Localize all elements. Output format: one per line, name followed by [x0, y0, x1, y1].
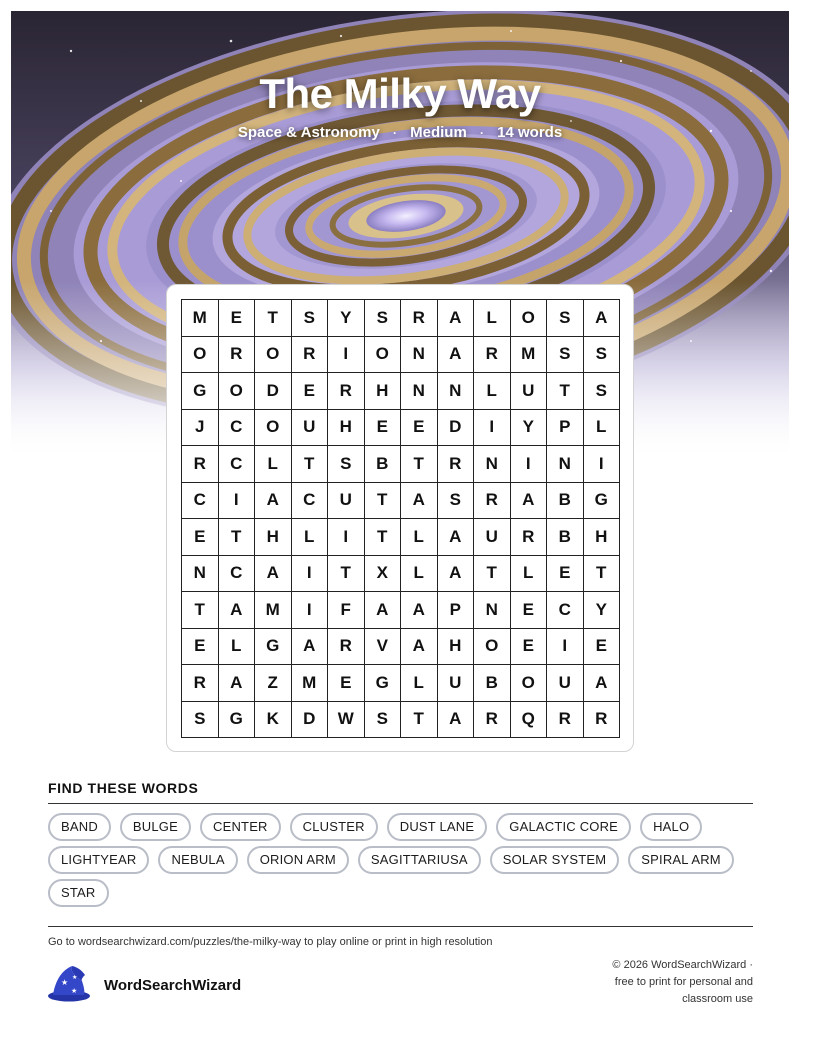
grid-cell: R — [292, 337, 329, 374]
word-chips — [48, 813, 753, 907]
grid-cell: S — [292, 300, 329, 337]
grid-cell: A — [438, 337, 475, 374]
page-title: The Milky Way — [259, 70, 541, 117]
grid-cell: E — [292, 373, 329, 410]
grid-cell: R — [219, 337, 256, 374]
grid-cell: T — [255, 300, 292, 337]
grid-cell: N — [401, 337, 438, 374]
grid-cell: M — [292, 665, 329, 702]
grid-cell: G — [255, 629, 292, 666]
grid-cell: A — [438, 519, 475, 556]
grid-cell: B — [547, 483, 584, 520]
word-chip: SOLAR SYSTEM — [490, 846, 620, 874]
grid-cell: I — [511, 446, 548, 483]
grid-cell: L — [474, 300, 511, 337]
grid-cell: E — [219, 300, 256, 337]
word-list-section — [48, 780, 753, 907]
grid-cell: L — [219, 629, 256, 666]
grid-cell: B — [547, 519, 584, 556]
grid-cell: V — [365, 629, 402, 666]
grid-cell: N — [401, 373, 438, 410]
grid-cell: T — [474, 556, 511, 593]
copyright-notice — [583, 957, 753, 1008]
divider — [48, 926, 753, 927]
grid-cell: X — [365, 556, 402, 593]
grid-cell: A — [401, 629, 438, 666]
grid-cell: A — [438, 556, 475, 593]
svg-text:★: ★ — [71, 987, 78, 995]
grid-cell: A — [511, 483, 548, 520]
grid-cell: M — [255, 592, 292, 629]
grid-cell: I — [547, 629, 584, 666]
grid-cell: S — [438, 483, 475, 520]
grid-cell: R — [328, 629, 365, 666]
grid-cell: N — [438, 373, 475, 410]
grid-cell: O — [255, 410, 292, 447]
grid-cell: N — [182, 556, 219, 593]
grid-cell: I — [328, 519, 365, 556]
grid-cell: R — [182, 665, 219, 702]
grid-cell: T — [401, 446, 438, 483]
letter-grid — [181, 299, 620, 738]
grid-cell: A — [584, 300, 621, 337]
grid-cell: J — [182, 410, 219, 447]
grid-cell: I — [474, 410, 511, 447]
grid-cell: T — [219, 519, 256, 556]
grid-cell: R — [584, 702, 621, 739]
grid-cell: T — [547, 373, 584, 410]
grid-cell: C — [219, 446, 256, 483]
word-chip: ORION ARM — [247, 846, 349, 874]
grid-cell: S — [547, 337, 584, 374]
grid-cell: T — [328, 556, 365, 593]
grid-cell: S — [365, 300, 402, 337]
grid-cell: L — [401, 665, 438, 702]
grid-cell: L — [401, 519, 438, 556]
grid-cell: R — [511, 519, 548, 556]
grid-cell: Z — [255, 665, 292, 702]
puzzle-card — [166, 284, 634, 752]
puzzle-meta — [11, 124, 789, 141]
word-chip: CENTER — [200, 813, 281, 841]
grid-cell: A — [219, 592, 256, 629]
word-list-heading: FIND THESE WORDS — [48, 780, 753, 804]
grid-cell: A — [438, 300, 475, 337]
grid-cell: B — [365, 446, 402, 483]
grid-cell: O — [255, 337, 292, 374]
grid-cell: I — [292, 556, 329, 593]
grid-cell: C — [219, 410, 256, 447]
grid-cell: A — [401, 483, 438, 520]
grid-cell: L — [584, 410, 621, 447]
grid-cell: L — [474, 373, 511, 410]
grid-cell: U — [547, 665, 584, 702]
grid-cell: G — [219, 702, 256, 739]
copyright-line: © 2026 WordSearchWizard · — [612, 959, 753, 971]
difficulty-label: Medium — [410, 124, 467, 141]
grid-cell: D — [255, 373, 292, 410]
word-chip: SAGITTARIUSA — [358, 846, 481, 874]
grid-cell: C — [292, 483, 329, 520]
word-chip: BAND — [48, 813, 111, 841]
grid-cell: O — [182, 337, 219, 374]
grid-cell: S — [584, 337, 621, 374]
grid-cell: O — [474, 629, 511, 666]
grid-cell: E — [401, 410, 438, 447]
grid-cell: L — [292, 519, 329, 556]
grid-cell: T — [365, 519, 402, 556]
grid-cell: G — [182, 373, 219, 410]
grid-cell: Y — [584, 592, 621, 629]
grid-cell: R — [401, 300, 438, 337]
grid-cell: N — [547, 446, 584, 483]
grid-cell: G — [584, 483, 621, 520]
word-chip: STAR — [48, 879, 109, 907]
grid-cell: C — [547, 592, 584, 629]
header — [11, 70, 789, 141]
grid-cell: H — [584, 519, 621, 556]
svg-text:★: ★ — [72, 974, 78, 981]
brand-name: WordSearchWizard — [104, 977, 242, 994]
word-chip: BULGE — [120, 813, 191, 841]
brand — [46, 963, 241, 1008]
grid-cell: P — [547, 410, 584, 447]
grid-cell: F — [328, 592, 365, 629]
grid-cell: H — [255, 519, 292, 556]
grid-cell: U — [292, 410, 329, 447]
grid-cell: L — [255, 446, 292, 483]
grid-cell: P — [438, 592, 475, 629]
grid-cell: E — [328, 665, 365, 702]
grid-cell: M — [511, 337, 548, 374]
grid-cell: S — [584, 373, 621, 410]
word-chip: HALO — [640, 813, 702, 841]
grid-cell: E — [547, 556, 584, 593]
grid-cell: H — [328, 410, 365, 447]
word-chip: DUST LANE — [387, 813, 488, 841]
grid-cell: U — [438, 665, 475, 702]
grid-cell: R — [474, 337, 511, 374]
grid-cell: S — [328, 446, 365, 483]
grid-cell: I — [328, 337, 365, 374]
category-label: Space & Astronomy — [237, 124, 380, 141]
grid-cell: H — [365, 373, 402, 410]
grid-cell: I — [219, 483, 256, 520]
grid-cell: O — [219, 373, 256, 410]
grid-cell: A — [584, 665, 621, 702]
grid-cell: T — [365, 483, 402, 520]
grid-cell: E — [584, 629, 621, 666]
grid-cell: T — [292, 446, 329, 483]
grid-cell: N — [474, 592, 511, 629]
grid-cell: E — [182, 629, 219, 666]
grid-cell: S — [365, 702, 402, 739]
grid-cell: O — [511, 300, 548, 337]
grid-cell: D — [292, 702, 329, 739]
grid-cell: I — [584, 446, 621, 483]
grid-cell: S — [547, 300, 584, 337]
grid-cell: Q — [511, 702, 548, 739]
copyright-line: free to print for personal and — [614, 976, 753, 988]
grid-cell: E — [365, 410, 402, 447]
grid-cell: C — [219, 556, 256, 593]
word-chip: CLUSTER — [290, 813, 378, 841]
grid-cell: M — [182, 300, 219, 337]
grid-cell: E — [511, 629, 548, 666]
grid-cell: Y — [511, 410, 548, 447]
grid-cell: T — [584, 556, 621, 593]
meta-separator: · — [392, 126, 397, 140]
grid-cell: Y — [328, 300, 365, 337]
grid-cell: T — [401, 702, 438, 739]
grid-cell: O — [511, 665, 548, 702]
grid-cell: E — [182, 519, 219, 556]
word-chip: GALACTIC CORE — [496, 813, 631, 841]
grid-cell: B — [474, 665, 511, 702]
play-online-text: Go to wordsearchwizard.com/puzzles/the-milky-way to play online or print in high resolution — [48, 936, 493, 948]
word-chip: SPIRAL ARM — [628, 846, 734, 874]
word-count-label: 14 words — [497, 124, 563, 141]
svg-text:★: ★ — [61, 978, 69, 987]
word-chip: LIGHTYEAR — [48, 846, 149, 874]
grid-cell: R — [474, 483, 511, 520]
grid-cell: S — [182, 702, 219, 739]
grid-cell: A — [292, 629, 329, 666]
grid-cell: A — [401, 592, 438, 629]
grid-cell: U — [474, 519, 511, 556]
grid-cell: O — [365, 337, 402, 374]
word-chip: NEBULA — [158, 846, 237, 874]
grid-cell: C — [182, 483, 219, 520]
grid-cell: R — [328, 373, 365, 410]
grid-cell: E — [511, 592, 548, 629]
meta-separator: · — [479, 126, 484, 140]
grid-cell: L — [511, 556, 548, 593]
grid-cell: U — [511, 373, 548, 410]
grid-cell: R — [438, 446, 475, 483]
grid-cell: D — [438, 410, 475, 447]
grid-cell: L — [401, 556, 438, 593]
grid-cell: R — [547, 702, 584, 739]
grid-cell: A — [438, 702, 475, 739]
wizard-hat-icon — [46, 963, 92, 1008]
grid-cell: U — [328, 483, 365, 520]
grid-cell: A — [365, 592, 402, 629]
grid-cell: H — [438, 629, 475, 666]
grid-cell: R — [474, 702, 511, 739]
grid-cell: N — [474, 446, 511, 483]
grid-cell: A — [255, 483, 292, 520]
grid-cell: A — [219, 665, 256, 702]
grid-cell: K — [255, 702, 292, 739]
grid-cell: G — [365, 665, 402, 702]
grid-cell: W — [328, 702, 365, 739]
grid-cell: T — [182, 592, 219, 629]
grid-cell: I — [292, 592, 329, 629]
grid-cell: R — [182, 446, 219, 483]
grid-cell: A — [255, 556, 292, 593]
copyright-line: classroom use — [682, 993, 753, 1005]
